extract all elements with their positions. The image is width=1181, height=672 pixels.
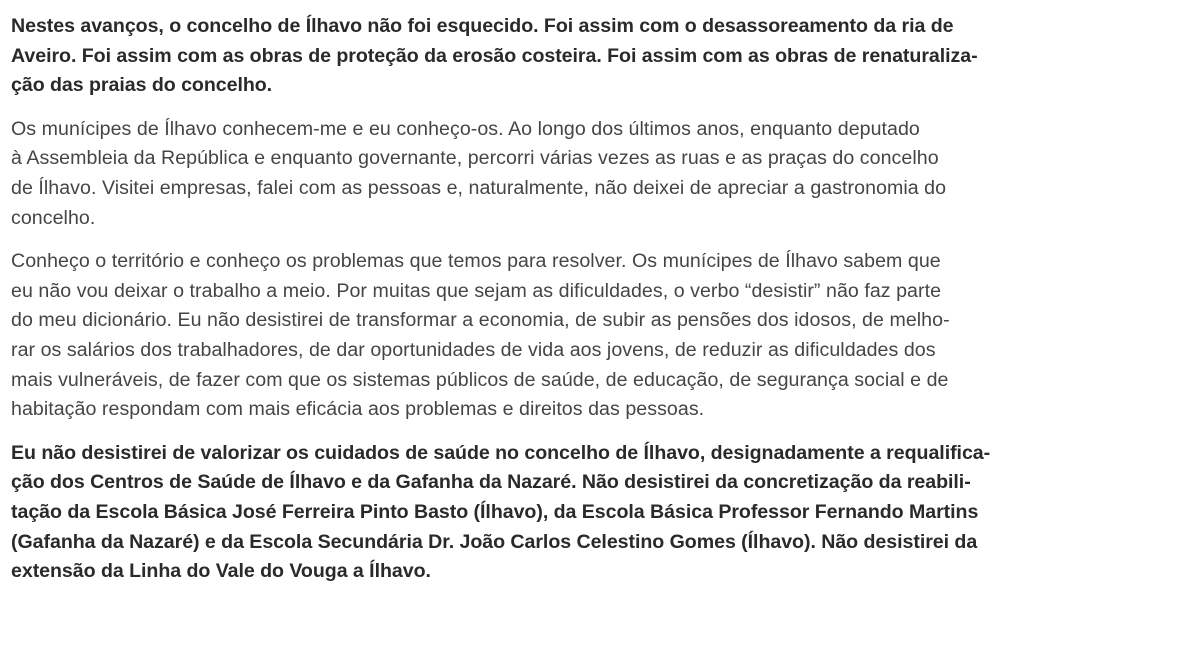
paragraph-knowing-citizens: Os munícipes de Ílhavo conhecem-me e eu conheço-os. Ao longo dos últimos anos, enquanto deputado à Assembleia da República e enquanto governante, percorri várias vezes as ruas e as praças do concelho de Ílhavo. Visitei empresas, falei com as pessoas e, naturalmente, não deixei de apreciar a gastronomia do concelho. [11, 117, 947, 229]
paragraph-not-giving-up: Conheço o território e conheço os problemas que temos para resolver. Os munícipes de Ílhavo sabem que eu não vou deixar o trabalho a meio. Por muitas que sejam as dificuldades, o verbo “desistir” não faz parte do meu dicionário. Eu não desistirei de transformar a economia, de subir as pensões dos idosos, de melho- rar os salários dos trabalhadores, de dar oportunidades de vida aos jovens, de reduzir as dificuldades dos mais vulneráveis, de fazer com que os sistemas públicos de saúde, de educação, de segurança social e de habitação respondam com mais eficácia aos problemas e direitos das pessoas. [11, 250, 950, 421]
paragraph-spacer [11, 425, 1171, 439]
document-body [11, 12, 1171, 587]
paragraph-spacer [11, 233, 1171, 247]
paragraph-spacer [11, 101, 1171, 115]
paragraph-health-and-schools: Eu não desistirei de valorizar os cuidados de saúde no concelho de Ílhavo, designadamente a requalifica- ção dos Centros de Saúde de Ílhavo e da Gafanha da Nazaré. Não desistirei da concretização da reabili- tação da Escola Básica José Ferreira Pinto Basto (Ílhavo), da Escola Básica Professor Fernando Martins (Gafanha da Nazaré) e da Escola Secundária Dr. João Carlos Celestino Gomes (Ílhavo). Não desistirei da extensão da Linha do Vale do Vouga a Ílhavo. [11, 441, 991, 583]
paragraph-ilhavo-advances: Nestes avanços, o concelho de Ílhavo não foi esquecido. Foi assim com o desassoreamento da ria de Aveiro. Foi assim com as obras de proteção da erosão costeira. Foi assim com as obras de renaturaliza- ção das praias do concelho. [11, 15, 978, 97]
